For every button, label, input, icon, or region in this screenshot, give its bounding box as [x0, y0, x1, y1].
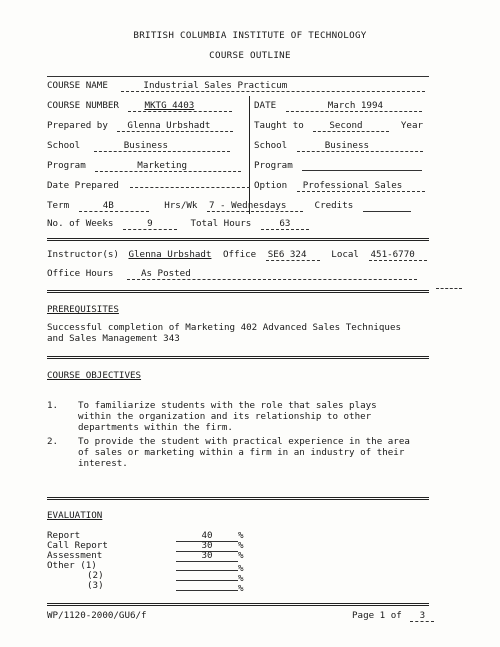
section-rule-1: [47, 238, 429, 241]
objective-line: To familiarize students with the role that sales plays: [78, 400, 377, 411]
prepared-by-value: Glenna Urbshadt: [117, 120, 233, 132]
term-row: [47, 200, 411, 212]
program-label: Program: [47, 160, 86, 171]
instructor-row: [47, 249, 427, 261]
top-rule: [47, 76, 429, 77]
term-label: Term: [47, 200, 70, 211]
school-value: Business: [94, 140, 230, 152]
option-value: Professional Sales: [297, 180, 425, 192]
evaluation-row-value: 30 %: [176, 540, 244, 552]
objectives-heading: COURSE OBJECTIVES: [47, 370, 142, 381]
local-value: 451-6770: [369, 249, 427, 261]
page-label: Page 1 of: [352, 610, 402, 621]
objective-line: departments within the firm.: [78, 422, 233, 433]
course-number-row: [47, 100, 232, 112]
course-name-row: [47, 80, 425, 92]
total-hours-value: 63: [261, 218, 309, 230]
objective-line: interest.: [78, 458, 128, 469]
program2-row: [254, 160, 422, 171]
objective-number: 2.: [47, 436, 59, 447]
objective-line: within the organization and its relationship to other: [78, 411, 372, 422]
school2-label: School: [254, 140, 288, 151]
prepared-by-label: Prepared by: [47, 120, 108, 131]
evaluation-row-label: (3): [87, 580, 104, 591]
prerequisites-line-1: Successful completion of Marketing 402 Advanced Sales Techniques: [47, 322, 402, 333]
evaluation-heading: EVALUATION: [47, 510, 103, 521]
objective-line: of sales or marketing within a firm in an industry of their: [78, 447, 405, 458]
school-label: School: [47, 140, 81, 151]
school-row: [47, 140, 230, 152]
term-value: 4B: [79, 200, 149, 212]
evaluation-row-label: Report: [47, 530, 81, 541]
office-hours-row: [47, 268, 417, 280]
credits-label: Credits: [314, 200, 354, 211]
program-value: Marketing: [95, 160, 241, 172]
date-prepared-blank: [130, 187, 250, 188]
credits-blank: [363, 202, 411, 212]
column-divider: [249, 96, 250, 214]
prepared-by-row: [47, 120, 233, 132]
weeks-row: [47, 218, 309, 230]
school2-row: [254, 140, 423, 152]
date-prepared-row: [47, 180, 250, 191]
document-title: COURSE OUTLINE: [209, 50, 291, 61]
evaluation-row-value: %: [176, 580, 244, 594]
evaluation-row-label: Call Report: [47, 540, 108, 551]
date-prepared-label: Date Prepared: [47, 180, 119, 191]
taught-to-value: Second: [313, 120, 389, 132]
local-label: Local: [331, 249, 359, 260]
evaluation-row-label: Other (1): [47, 560, 97, 571]
prerequisites-line-2: and Sales Management 343: [47, 333, 180, 344]
evaluation-row-value: %: [176, 560, 244, 574]
hrs-label: Hrs/Wk: [164, 200, 198, 211]
taught-to-label: Taught to: [254, 120, 304, 131]
section-rule-2: [47, 290, 429, 293]
hrs-value: 7 - Wednesdays: [207, 200, 303, 212]
evaluation-row-value: 40 %: [176, 530, 244, 542]
page-number: [352, 610, 434, 622]
year-label: Year: [400, 120, 424, 131]
margin-mark: [436, 288, 462, 289]
course-name-label: COURSE NAME: [47, 80, 108, 91]
instructor-label: Instructor(s): [47, 249, 119, 260]
option-row: [254, 180, 425, 192]
evaluation-row-label: Assessment: [47, 550, 103, 561]
evaluation-row-value: 30 %: [176, 550, 244, 562]
course-number-label: COURSE NUMBER: [47, 100, 119, 111]
option-label: Option: [254, 180, 288, 191]
evaluation-row-label: (2): [87, 570, 104, 581]
objective-line: To provide the student with practical experience in the area: [78, 436, 410, 447]
section-rule-4: [47, 497, 429, 500]
school2-value: Business: [297, 140, 423, 152]
objective-number: 1.: [47, 400, 59, 411]
course-name-value: Industrial Sales Practicum: [121, 80, 425, 92]
footer-code: WP/1120-2000/GU6/f: [47, 610, 147, 621]
program-row: [47, 160, 241, 172]
office-label: Office: [223, 249, 257, 260]
weeks-value: 9: [123, 218, 177, 230]
office-hours-value: As Posted: [127, 268, 417, 280]
date-row: [254, 100, 422, 112]
instructor-value: Glenna Urbshadt: [128, 249, 212, 260]
office-hours-label: Office Hours: [47, 268, 114, 279]
office-value: SE6 324: [266, 249, 320, 261]
evaluation-row-value: %: [176, 570, 244, 584]
course-number-value: MKTG 4403: [128, 100, 232, 112]
section-rule-5: [47, 603, 429, 606]
taught-to-row: [254, 120, 423, 132]
weeks-label: No. of Weeks: [47, 218, 114, 229]
page-total: 3: [410, 610, 434, 622]
program2-label: Program: [254, 160, 293, 171]
total-hours-label: Total Hours: [190, 218, 252, 229]
program2-blank: [302, 161, 422, 171]
institution-name: BRITISH COLUMBIA INSTITUTE OF TECHNOLOGY: [133, 30, 367, 41]
date-value: March 1994: [286, 100, 422, 112]
prerequisites-heading: PREREQUISITES: [47, 304, 119, 315]
date-label: DATE: [254, 100, 277, 111]
section-rule-3: [47, 356, 429, 359]
